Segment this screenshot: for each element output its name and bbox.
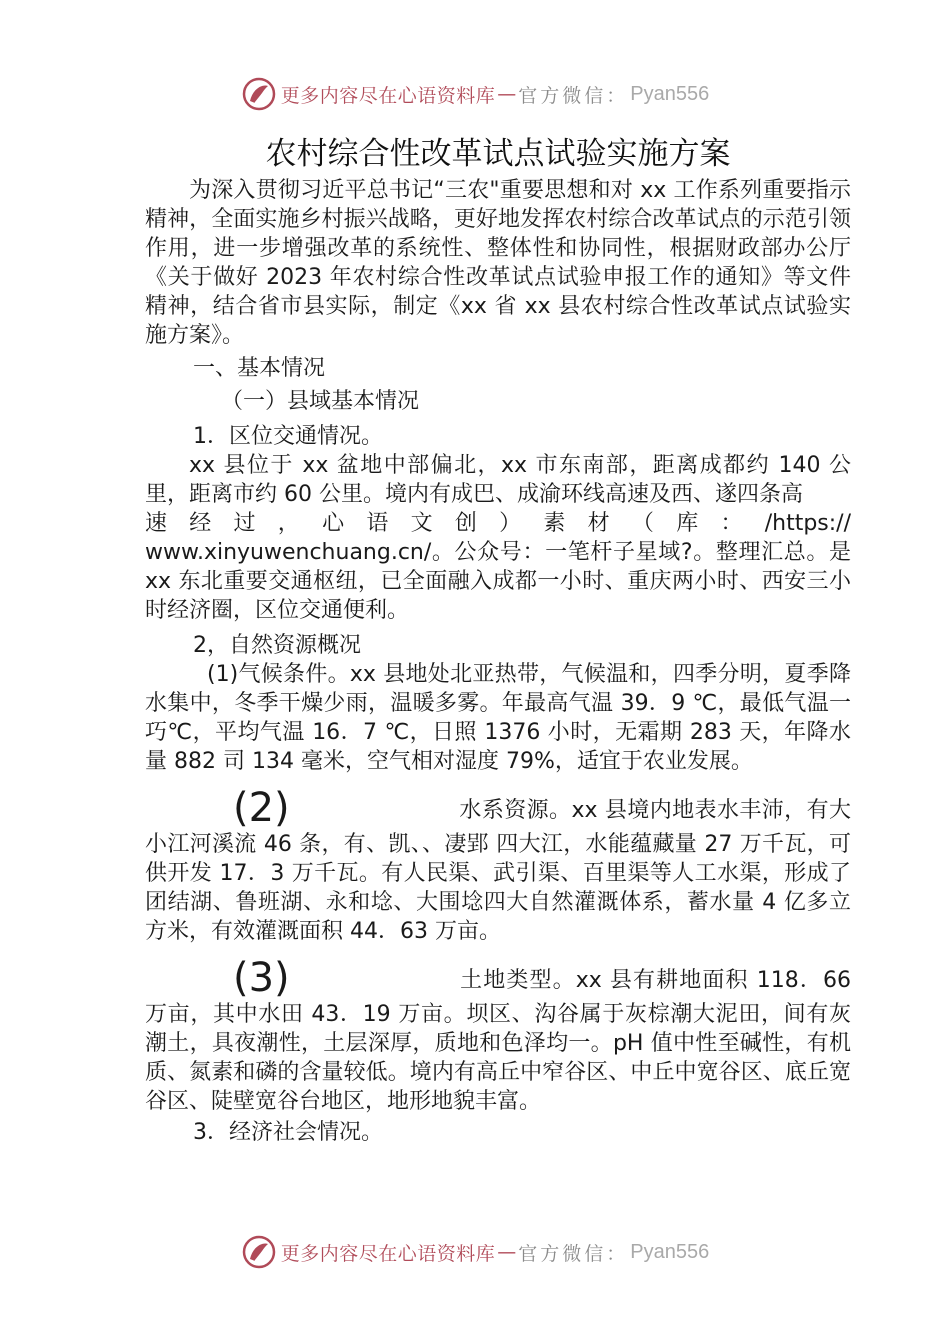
traffic-paragraph-part2: www.xinyuwenchuang.cn/。公众号：一笔杆子星域?。整理汇总。是 xx 东北重要交通枢纽，已全面融入成都一小时、重庆两小时、西安三小时经济圈，区位交通便利。 (145, 540, 851, 623)
subsection-heading-1: （一）县域基本情况 (221, 389, 420, 414)
brand-logo-icon (241, 1234, 277, 1270)
land-number: (3) (233, 955, 290, 1001)
spread-char: 经 (189, 511, 212, 536)
document-body (145, 134, 851, 1147)
banner-text: 更多内容尽在心语资料库 (280, 84, 496, 107)
spread-char: ） (499, 511, 522, 536)
intro-paragraph: 为深入贯彻习近平总书记“三农"重要思想和对 xx 工作系列重要指示精神，全面实施乡村振兴战略，更好地发挥农村综合改革试点的示范引领作用，进一步增强改革的系统性、整体性和协同性，根据财政部办公厅《关于做好 2023 年农村综合性改革试点试验申报工作的通知》等文件精神，结合省市县实际，制定《xx 省 xx 县农村综合性改革试点试验实施方案》。 (145, 178, 851, 348)
land-text: 土地类型。xx 县有耕地面积 118．66 万亩，其中水田 43．19 万亩。坝区、沟谷属于灰棕潮大泥田，间有灰潮土，具夜潮性，土层深厚，质地和色泽均一。pH 值中性至碱性，有机质、氮素和磷的含量较低。境内有高丘中窄谷区、中丘中宽谷区、底丘宽谷区、陡壁宽谷台地区，地形地貌丰富。 (145, 968, 851, 1114)
spread-char: （ (631, 511, 654, 536)
traffic-spread-line (145, 509, 851, 538)
spread-char: 语 (366, 511, 389, 536)
spread-char: 过 (233, 511, 256, 536)
water-paragraph (145, 786, 851, 946)
spread-char: 速 (145, 511, 168, 536)
item-heading-economy: 3．经济社会情况。 (193, 1120, 383, 1145)
water-number: (2) (233, 785, 290, 831)
item-heading-resources: 2，自然资源概况 (193, 633, 361, 658)
banner-dash: — (497, 1241, 517, 1263)
spread-char: /https:// (764, 511, 851, 536)
traffic-paragraph-part1: xx 县位于 xx 盆地中部偏北，xx 市东南部，距离成都约 140 公里，距离市约 60 公里。境内有成巴、成渝环线高速及西、遂四条高 (145, 453, 851, 507)
spread-char: 素 (543, 511, 566, 536)
section-heading-1: 一、基本情况 (193, 356, 326, 381)
item-heading-traffic: 1．区位交通情况。 (193, 424, 383, 449)
land-paragraph (145, 956, 851, 1116)
banner-dash: — (497, 83, 517, 105)
water-text: 水系资源。xx 县境内地表水丰沛，有大小江河溪流 46 条，有、凯、、凄郢 四大江，水能蕴藏量 27 万千瓦，可供开发 17．3 万千瓦。有人民渠、武引渠、百里渠等人工水渠，形成了团结湖、鲁班湖、永和埝、大围埝四大自然灌溉体系，蓄水量 4 亿多立方米，有效灌溉面积 44．63 万亩。 (145, 798, 851, 944)
spread-char: 材 (587, 511, 610, 536)
banner-wechat-id: Pyan556 (630, 1240, 710, 1263)
banner-label: 官方微信： (518, 84, 629, 107)
banner-label: 官方微信： (518, 1242, 629, 1265)
spread-char: 文 (410, 511, 433, 536)
header-banner (0, 74, 950, 114)
brand-logo-icon (241, 76, 277, 112)
banner-wechat-id: Pyan556 (630, 82, 710, 105)
banner-text: 更多内容尽在心语资料库 (280, 1242, 496, 1265)
footer-banner (0, 1232, 950, 1272)
spread-char: 创 (454, 511, 477, 536)
climate-paragraph: (1)气候条件。xx 县地处北亚热带，气候温和，四季分明，夏季降水集中，冬季干燥少雨，温暖多雾。年最高气温 39．9 ℃，最低气温一巧℃，平均气温 16．7 ℃，日照 1376 小时，无霜期 283 天，年降水量 882 司 134 毫米，空气相对湿度 79%，适宜于农业发展。 (145, 662, 851, 774)
spread-char: ， (277, 511, 300, 536)
spread-char: 心 (322, 511, 345, 536)
spread-char: ： (720, 511, 743, 536)
spread-char: 库 (676, 511, 699, 536)
document-title: 农村综合性改革试点试验实施方案 (265, 136, 731, 172)
